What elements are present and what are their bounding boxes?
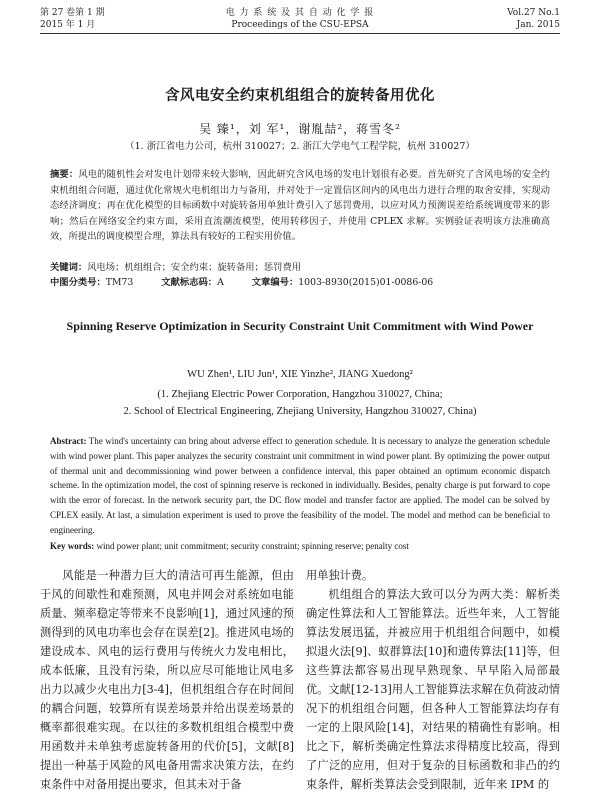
abstract-en-text: The wind's uncertainty can bring about adverse effect to generation schedule. It is necessary to analyze the generation schedule with wind power plant. This paper analyzes the security constraint unit commitment in wind power plant. By optimizing the power output of thermal unit and decommissioning wind power between a confidence interval, this paper obtained an optimum economic dispatch scheme. In the optimization model, the cost of spinning reserve is reckoned in individually. Besides, penalty charge is put forward to cope with the error of forecast. In the network security part, the DC flow model and transfer factor are applied. The model can be solved by CPLEX easily. At last, a simulation experiment is used to prove the feasibility of the model. The model and method can be beneficial to engineering. [50,436,550,535]
affiliation-cn: （1. 浙江省电力公司，杭州 310027；2. 浙江大学电气工程学院，杭州 310027） [125,141,475,152]
affiliation-en-1: (1. Zhejiang Electric Power Corporation, Hangzhou 310027, China; [157,389,443,400]
article-number-value: 1003-8930(2015)01-0086-06 [298,277,434,288]
keywords-en [50,540,550,553]
keywords-en-label: Key words: [50,541,95,551]
keywords-cn [50,261,550,275]
doc-code-value: A [217,277,224,288]
abstract-cn-text: 风电的随机性会对发电计划带来较大影响，因此研究含风电场的发电计划很有必要。首先研究了含风电场的安全约束机组组合问题，通过优化常规火电机组出力与备用，并对处于一定置信区间内的风电出力进行合理的取舍安排，实现动态经济调度；再在优化模型的目标函数中对旋转备用单独计费引入了惩罚费用，以应对风力预测误差给系统调度带来的影响；然后在网络安全约束方面，采用直流潮流模型，使用转移因子，并使用 CPLEX 求解。实例验证表明该方法准确高效，所提出的调度模型合理，算法具有较好的工程实用价值。 [50,169,550,243]
classification-cn [50,276,550,290]
body-right-paragraph-2: 机组组合的算法大致可以分为两大类：解析类确定性算法和人工智能算法。近些年来，人工智能算法发展迅猛，并被应用于机组组合问题中，如模拟退火法[9]、蚁群算法[10]和遗传算法[11]等，但这些算法都容易出现早熟现象、早早陷入局部最优。文献[12-13]用人工智能算法求解在负荷波动情况下的机组组合问题，但各种人工智能算法均存有一定的上限风险[14]，对结果的精确性有影响。相比之下，解析类确定性算法求得精度比较高，得到了广泛的应用，但对于复杂的目标函数和非凸的约束条件，解析类算法会受到限制，近年来 IPM 的 [306,588,560,791]
header-journal-en: Proceedings of the CSU-EPSA [231,20,369,30]
header-volume-en: Vol.27 No.1 [507,8,560,18]
abstract-en-label: Abstract: [50,436,87,446]
header-rule [40,33,560,34]
keywords-cn-text: 风电场；机组组合；安全约束；旋转备用；惩罚费用 [87,262,302,273]
authors-en: WU Zhen¹, LIU Jun¹, XIE Yinzhe², JIANG Xuedong² [187,369,413,380]
body-left-paragraph: 风能是一种潜力巨大的清洁可再生能源，但由于风的间歇性和难预测，风电并网会对系统如电能质量、频率稳定等带来不良影响[1]，通过风速的预测得到的风电功率也会存在误差[2]。推进风电场的建设成本、风电的运行费用与传统火力发电相比，成本低廉，且没有污染，所以应尽可能地让风电多出力以减少火电出力[3-4]，但机组组合存在时间间的耦合问题，较算所有误差场景并给出误差场景的概率都很难实现。在以往的多数机组组合模型中费用函数并未单独考虑旋转备用的代价[5]，文献[8]提出一种基于风险的风电备用需求决策方法，在约束条件中对备用提出要求，但其未对于备 [40,569,294,791]
doc-code-label: 文献标志码： [161,277,218,288]
header-date-en: Jan. 2015 [516,20,560,30]
header-date-cn: 2015 年 1 月 [40,20,96,30]
abstract-cn [50,167,550,245]
abstract-en [50,434,550,538]
keywords-cn-label: 关键词： [50,262,88,273]
affiliation-en-2: 2. School of Electrical Engineering, Zhejiang University, Hangzhou 310027, China) [123,406,477,417]
clc-value: TM73 [105,277,134,288]
title-cn: 含风电安全约束机组组合的旋转备用优化 [165,87,435,104]
clc-label: 中图分类号： [50,277,106,288]
authors-cn: 吴 臻¹，刘 军¹，谢胤喆²，蒋雪冬² [199,122,401,136]
header-volume-cn: 第 27 卷第 1 期 [40,8,105,18]
abstract-cn-label: 摘要： [50,169,79,180]
title-en: Spinning Reserve Optimization in Security Constraint Unit Commitment with Wind Power [66,319,534,333]
body-column-left [40,566,294,794]
body-column-right [306,566,560,794]
keywords-en-text: wind power plant; unit commitment; security constraint; spinning reserve; penalty cost [96,541,409,551]
article-number-label: 文章编号： [251,277,299,288]
header-journal-cn: 电 力 系 统 及 其 自 动 化 学 报 [225,8,375,18]
body-right-paragraph-1: 用单独计费。 [306,569,374,582]
